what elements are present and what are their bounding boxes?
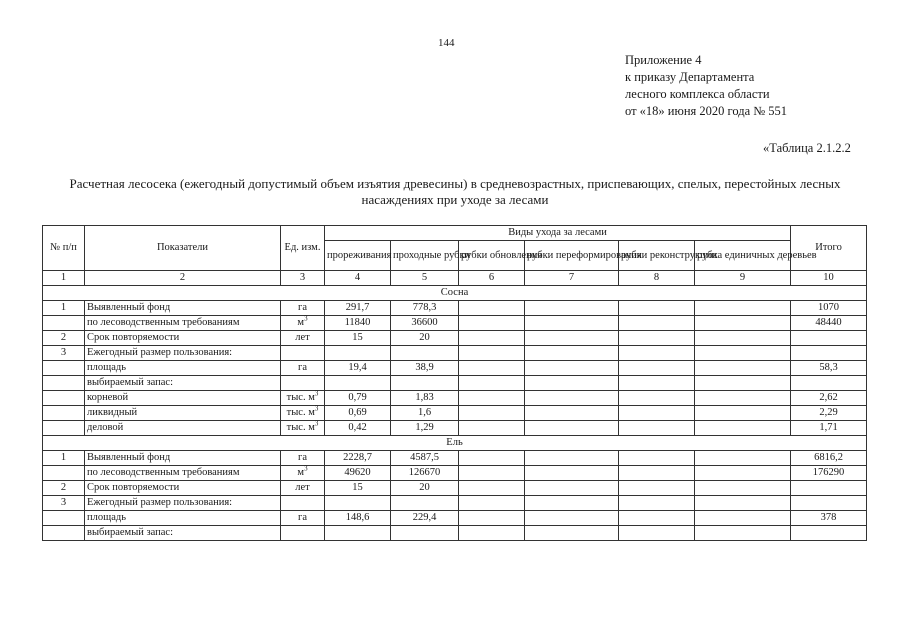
row-label-cell: Выявленный фонд [85, 451, 281, 466]
index-cell: 9 [695, 271, 791, 286]
row-reconstruction-cell [619, 421, 695, 436]
index-cell: 8 [619, 271, 695, 286]
row-reformation-cell [525, 466, 619, 481]
row-renewal-cell [459, 451, 525, 466]
row-renewal-cell [459, 361, 525, 376]
row-thinning-cell: 0,69 [325, 406, 391, 421]
row-single-tree-cell [695, 451, 791, 466]
row-label-cell: выбираемый запас: [85, 376, 281, 391]
row-num-cell [43, 421, 85, 436]
header-renewal-cutting: рубки обновления [459, 241, 525, 271]
row-thinning-cell: 49620 [325, 466, 391, 481]
table-row [43, 451, 867, 466]
row-total-cell: 1070 [791, 301, 867, 316]
row-reconstruction-cell [619, 391, 695, 406]
row-num-cell [43, 511, 85, 526]
row-thinning-cell: 0,42 [325, 421, 391, 436]
row-passage-cell: 20 [391, 481, 459, 496]
page-number: 144 [438, 37, 455, 49]
row-label-cell: площадь [85, 511, 281, 526]
row-passage-cell [391, 346, 459, 361]
row-unit-cell [281, 391, 325, 406]
row-single-tree-cell [695, 466, 791, 481]
row-unit-cell [281, 466, 325, 481]
row-passage-cell: 36600 [391, 316, 459, 331]
row-single-tree-cell [695, 421, 791, 436]
row-renewal-cell [459, 301, 525, 316]
row-reconstruction-cell [619, 361, 695, 376]
row-single-tree-cell [695, 376, 791, 391]
header-indicator: Показатели [85, 226, 281, 271]
row-reconstruction-cell [619, 301, 695, 316]
table-row [43, 331, 867, 346]
table-row [43, 346, 867, 361]
unit-superscript: 3 [314, 419, 319, 428]
row-num-cell [43, 466, 85, 481]
row-single-tree-cell [695, 496, 791, 511]
section-row [43, 286, 867, 301]
row-reconstruction-cell [619, 316, 695, 331]
table-row [43, 376, 867, 391]
row-num-cell [43, 406, 85, 421]
section-row [43, 436, 867, 451]
row-reconstruction-cell [619, 346, 695, 361]
row-passage-cell: 20 [391, 331, 459, 346]
unit-text: м [297, 317, 305, 328]
row-total-cell: 2,29 [791, 406, 867, 421]
header-care-types: Виды ухода за лесами [325, 226, 791, 241]
row-reformation-cell [525, 331, 619, 346]
appendix-line-3: лесного комплекса области [625, 87, 770, 101]
row-label-cell: корневой [85, 391, 281, 406]
unit-text: га [298, 452, 307, 463]
row-reconstruction-cell [619, 511, 695, 526]
appendix-line-4: от «18» июня 2020 года № 551 [625, 104, 788, 118]
row-num-cell: 2 [43, 331, 85, 346]
row-label-cell: выбираемый запас: [85, 526, 281, 541]
row-num-cell [43, 391, 85, 406]
row-unit-cell [281, 406, 325, 421]
unit-text: га [298, 362, 307, 373]
row-label-cell: Срок повторяемости [85, 331, 281, 346]
row-reformation-cell [525, 481, 619, 496]
row-reformation-cell [525, 511, 619, 526]
table-reference: «Таблица 2.1.2.2 [763, 141, 851, 155]
row-renewal-cell [459, 406, 525, 421]
row-passage-cell [391, 496, 459, 511]
row-unit-cell [281, 496, 325, 511]
row-unit-cell [281, 481, 325, 496]
row-unit-cell [281, 346, 325, 361]
row-reformation-cell [525, 376, 619, 391]
row-single-tree-cell [695, 391, 791, 406]
table-row [43, 526, 867, 541]
row-label-cell: деловой [85, 421, 281, 436]
row-renewal-cell [459, 376, 525, 391]
row-reconstruction-cell [619, 481, 695, 496]
row-thinning-cell [325, 346, 391, 361]
row-renewal-cell [459, 466, 525, 481]
row-renewal-cell [459, 511, 525, 526]
header-reconstruction-cutting: рубки реконструкции [619, 241, 695, 271]
row-renewal-cell [459, 421, 525, 436]
row-unit-cell [281, 301, 325, 316]
appendix-block [625, 52, 787, 120]
header-reformation-cutting: рубки переформирования [525, 241, 619, 271]
row-thinning-cell: 11840 [325, 316, 391, 331]
header-total: Итого [791, 226, 867, 271]
unit-superscript: 3 [304, 464, 308, 473]
unit-text: га [298, 302, 307, 313]
row-thinning-cell [325, 496, 391, 511]
row-label-cell: ликвидный [85, 406, 281, 421]
row-total-cell [791, 496, 867, 511]
unit-superscript: 3 [304, 314, 308, 323]
table-row [43, 301, 867, 316]
row-reconstruction-cell [619, 466, 695, 481]
row-unit-cell [281, 421, 325, 436]
row-renewal-cell [459, 346, 525, 361]
row-unit-cell [281, 526, 325, 541]
row-thinning-cell: 19,4 [325, 361, 391, 376]
row-num-cell: 2 [43, 481, 85, 496]
section-name: Ель [43, 436, 867, 451]
row-reformation-cell [525, 301, 619, 316]
row-reformation-cell [525, 346, 619, 361]
unit-text: га [298, 512, 307, 523]
row-reformation-cell [525, 526, 619, 541]
row-reformation-cell [525, 421, 619, 436]
index-cell: 2 [85, 271, 281, 286]
unit-text: тыс. м [286, 422, 315, 433]
row-num-cell: 1 [43, 451, 85, 466]
forest-cutting-table [42, 225, 867, 541]
table-row [43, 361, 867, 376]
row-renewal-cell [459, 331, 525, 346]
header-passage-cutting: проходные рубки [391, 241, 459, 271]
unit-text: тыс. м [286, 392, 315, 403]
row-num-cell [43, 316, 85, 331]
row-thinning-cell [325, 526, 391, 541]
row-reconstruction-cell [619, 496, 695, 511]
row-reconstruction-cell [619, 451, 695, 466]
row-unit-cell [281, 511, 325, 526]
row-reconstruction-cell [619, 526, 695, 541]
row-total-cell [791, 526, 867, 541]
row-total-cell: 1,71 [791, 421, 867, 436]
row-total-cell [791, 331, 867, 346]
row-unit-cell [281, 451, 325, 466]
document-title: Расчетная лесосека (ежегодный допустимый объем изъятия древесины) в средневозрастных, приспевающих, спелых, перестойных лесных насаждениях при уходе за лесами [69, 176, 841, 207]
row-single-tree-cell [695, 346, 791, 361]
header-unit: Ед. изм. [281, 226, 325, 271]
row-renewal-cell [459, 496, 525, 511]
table-row [43, 511, 867, 526]
table-row [43, 406, 867, 421]
row-total-cell [791, 376, 867, 391]
row-num-cell [43, 526, 85, 541]
row-reformation-cell [525, 316, 619, 331]
row-reconstruction-cell [619, 331, 695, 346]
unit-text: тыс. м [286, 407, 315, 418]
row-label-cell: Ежегодный размер пользования: [85, 346, 281, 361]
row-passage-cell: 1,6 [391, 406, 459, 421]
row-thinning-cell [325, 376, 391, 391]
row-single-tree-cell [695, 301, 791, 316]
table-row [43, 466, 867, 481]
row-num-cell: 1 [43, 301, 85, 316]
row-passage-cell: 126670 [391, 466, 459, 481]
row-total-cell: 2,62 [791, 391, 867, 406]
row-total-cell: 6816,2 [791, 451, 867, 466]
row-single-tree-cell [695, 361, 791, 376]
row-num-cell: 3 [43, 496, 85, 511]
row-reformation-cell [525, 406, 619, 421]
table-row [43, 316, 867, 331]
row-passage-cell [391, 526, 459, 541]
row-reformation-cell [525, 391, 619, 406]
row-renewal-cell [459, 481, 525, 496]
row-total-cell: 176290 [791, 466, 867, 481]
row-thinning-cell: 291,7 [325, 301, 391, 316]
row-label-cell: Ежегодный размер пользования: [85, 496, 281, 511]
row-passage-cell: 1,29 [391, 421, 459, 436]
row-label-cell: Выявленный фонд [85, 301, 281, 316]
row-passage-cell: 38,9 [391, 361, 459, 376]
index-cell: 6 [459, 271, 525, 286]
row-passage-cell [391, 376, 459, 391]
section-name: Сосна [43, 286, 867, 301]
index-cell: 7 [525, 271, 619, 286]
row-thinning-cell: 15 [325, 331, 391, 346]
row-single-tree-cell [695, 331, 791, 346]
index-cell: 3 [281, 271, 325, 286]
row-thinning-cell: 2228,7 [325, 451, 391, 466]
row-total-cell [791, 481, 867, 496]
appendix-line-1: Приложение 4 [625, 53, 702, 67]
index-cell: 10 [791, 271, 867, 286]
unit-superscript: 3 [314, 389, 319, 398]
row-label-cell: по лесоводственным требованиям [85, 316, 281, 331]
table-row [43, 421, 867, 436]
row-num-cell: 3 [43, 346, 85, 361]
row-reformation-cell [525, 451, 619, 466]
row-total-cell: 58,3 [791, 361, 867, 376]
row-total-cell: 48440 [791, 316, 867, 331]
row-total-cell: 378 [791, 511, 867, 526]
row-reformation-cell [525, 361, 619, 376]
row-single-tree-cell [695, 406, 791, 421]
row-reconstruction-cell [619, 406, 695, 421]
table-body [43, 286, 867, 541]
unit-text: м [297, 467, 305, 478]
row-single-tree-cell [695, 481, 791, 496]
row-reformation-cell [525, 496, 619, 511]
table-row [43, 391, 867, 406]
row-passage-cell: 4587,5 [391, 451, 459, 466]
header-single-tree-cutting: рубка единичных деревьев [695, 241, 791, 271]
row-unit-cell [281, 316, 325, 331]
header-num: № п/п [43, 226, 85, 271]
row-num-cell [43, 376, 85, 391]
index-cell: 1 [43, 271, 85, 286]
row-unit-cell [281, 361, 325, 376]
header-thinning: прореживания [325, 241, 391, 271]
row-label-cell: Срок повторяемости [85, 481, 281, 496]
row-passage-cell: 1,83 [391, 391, 459, 406]
row-renewal-cell [459, 526, 525, 541]
row-single-tree-cell [695, 526, 791, 541]
row-num-cell [43, 361, 85, 376]
row-unit-cell [281, 376, 325, 391]
row-total-cell [791, 346, 867, 361]
index-cell: 4 [325, 271, 391, 286]
row-reconstruction-cell [619, 376, 695, 391]
appendix-line-2: к приказу Департамента [625, 70, 755, 84]
row-unit-cell [281, 331, 325, 346]
row-renewal-cell [459, 316, 525, 331]
row-passage-cell: 778,3 [391, 301, 459, 316]
table-row [43, 496, 867, 511]
row-renewal-cell [459, 391, 525, 406]
row-thinning-cell: 15 [325, 481, 391, 496]
index-cell: 5 [391, 271, 459, 286]
row-passage-cell: 229,4 [391, 511, 459, 526]
row-single-tree-cell [695, 511, 791, 526]
row-label-cell: по лесоводственным требованиям [85, 466, 281, 481]
row-thinning-cell: 0,79 [325, 391, 391, 406]
unit-text: лет [295, 332, 310, 343]
unit-text: лет [295, 482, 310, 493]
row-thinning-cell: 148,6 [325, 511, 391, 526]
row-single-tree-cell [695, 316, 791, 331]
row-label-cell: площадь [85, 361, 281, 376]
unit-superscript: 3 [314, 404, 319, 413]
table-row [43, 481, 867, 496]
